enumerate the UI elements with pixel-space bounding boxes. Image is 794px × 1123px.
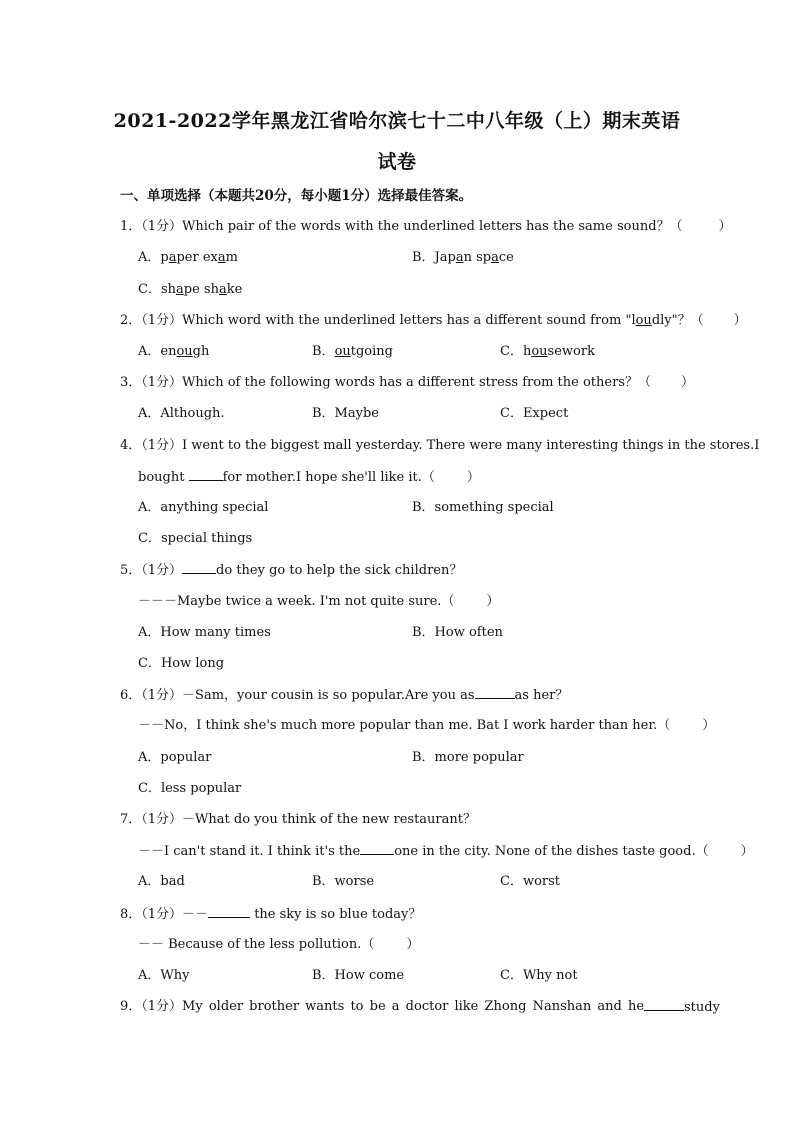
question-3-option-a[interactable]: A．Although.: [138, 406, 225, 421]
answer-blank[interactable]: [644, 998, 684, 1011]
question-2-close-paren: ）: [733, 313, 747, 328]
question-4-text: for mother.I hope she'll like it.（: [222, 470, 435, 485]
question-5-number: 5．（1分）: [120, 563, 183, 578]
question-6-option-b[interactable]: B．more popular: [412, 750, 524, 765]
underlined-letters: a: [218, 282, 227, 297]
underlined-letters: a: [491, 250, 499, 265]
question-6-dialogue: [138, 717, 715, 735]
question-6-text: 6．（1分）－Sam，your cousin is so popular.Are you as: [120, 688, 475, 703]
option-text: tgoing: [350, 344, 393, 359]
question-4-stem-line1: 4．（1分）I went to the biggest mall yesterday. There were many interesting things in the stores.I: [120, 438, 760, 453]
question-6-stem: [120, 686, 568, 705]
option-text: Jap: [434, 250, 456, 265]
option-text: m: [225, 250, 238, 265]
question-3-stem: [120, 374, 694, 392]
option-text: pe sh: [183, 282, 219, 297]
underlined-letters: a: [168, 250, 177, 265]
option-label: A．: [138, 344, 161, 359]
question-4-option-c[interactable]: C．special things: [138, 531, 253, 546]
exam-title-line1: 2021-2022学年黑龙江省哈尔滨七十二中八年级（上）期末英语: [113, 110, 681, 132]
answer-blank[interactable]: [475, 686, 515, 699]
underlined-letters: ou: [635, 313, 652, 328]
question-2-option-a[interactable]: [138, 343, 209, 361]
question-6-option-a[interactable]: A．popular: [138, 750, 212, 765]
option-text: gh: [192, 344, 210, 359]
question-8-reply: －－ Because of the less pollution.（: [138, 937, 375, 952]
question-8-option-a[interactable]: A．Why: [138, 968, 190, 983]
question-8-close-paren: ）: [406, 937, 420, 952]
question-6-reply: －－No，I think she's much more popular than me. Bat I work harder than her.（: [138, 718, 671, 733]
answer-blank[interactable]: [182, 561, 216, 574]
option-text: h: [522, 344, 532, 359]
question-5-option-b[interactable]: B．How often: [412, 625, 503, 640]
option-text: sework: [547, 344, 595, 359]
question-2-stem: [120, 312, 747, 330]
question-5-option-c[interactable]: C．How long: [138, 656, 225, 671]
question-7-option-b[interactable]: B．worse: [312, 874, 375, 889]
question-8-text: the sky is so blue today？: [254, 907, 422, 922]
question-6-text: as her？: [514, 688, 569, 703]
option-text: ke: [226, 282, 243, 297]
question-5-option-a[interactable]: A．How many times: [138, 625, 271, 640]
question-7-text: －－I can't stand it. I think it's the: [138, 844, 361, 859]
question-7-dialogue: [138, 842, 754, 861]
question-2-option-b[interactable]: [312, 343, 393, 361]
question-7-stem: 7．（1分）－What do you think of the new restaurant？: [120, 812, 476, 827]
question-9-text: 9．（1分）My older brother wants to be a doctor like Zhong Nanshan and he: [120, 999, 645, 1014]
option-label: C．: [500, 344, 523, 359]
question-3-option-b[interactable]: B．Maybe: [312, 406, 379, 421]
question-4-stem-line2: [138, 468, 480, 487]
question-5-text: do they go to help the sick children？: [216, 563, 463, 578]
question-7-option-c[interactable]: C．worst: [500, 874, 561, 889]
option-text: sh: [160, 282, 176, 297]
question-7-option-a[interactable]: A．bad: [138, 874, 185, 889]
question-8-dialogue: [138, 936, 419, 954]
option-text: en: [160, 344, 177, 359]
option-text: p: [160, 250, 169, 265]
question-4-option-b[interactable]: B．something special: [412, 500, 554, 515]
question-2-text-end: dly"？（: [651, 313, 704, 328]
question-4-option-a[interactable]: A．anything special: [138, 500, 269, 515]
answer-blank[interactable]: [189, 468, 223, 481]
answer-blank[interactable]: [360, 842, 394, 855]
question-5-reply: －－－Maybe twice a week. I'm not quite sure.（: [138, 594, 455, 609]
question-8-number: 8．（1分）－－: [120, 907, 209, 922]
underlined-letters: a: [176, 282, 184, 297]
question-3-option-c[interactable]: C．Expect: [500, 406, 569, 421]
question-1-stem: [120, 218, 732, 236]
question-2-option-c[interactable]: [500, 343, 595, 361]
question-9-stem: [120, 998, 720, 1017]
underlined-letters: a: [217, 250, 226, 265]
question-1-option-a[interactable]: [138, 249, 238, 267]
question-1-text: 1．（1分）Which pair of the words with the underlined letters has the same sound？（: [120, 219, 683, 234]
option-text: n sp: [463, 250, 492, 265]
option-label: A．: [138, 250, 161, 265]
underlined-letters: ou: [334, 344, 351, 359]
question-4-close-paren: ）: [466, 470, 480, 485]
question-3-text: 3．（1分）Which of the following words has a different stress from the others？（: [120, 375, 651, 390]
question-8-option-c[interactable]: C．Why not: [500, 968, 578, 983]
underlined-letters: a: [455, 250, 464, 265]
question-8-option-b[interactable]: B．How come: [312, 968, 405, 983]
question-5-close-paren: ）: [486, 594, 500, 609]
question-6-option-c[interactable]: C．less popular: [138, 781, 242, 796]
question-8-stem: [120, 905, 421, 924]
question-9-text-end: study: [684, 1000, 720, 1015]
question-1-close-paren: ）: [718, 219, 732, 234]
question-6-close-paren: ）: [702, 718, 716, 733]
option-text: per ex: [176, 250, 218, 265]
question-1-option-c[interactable]: [138, 281, 242, 299]
question-4-text: bought: [138, 470, 185, 485]
underlined-letters: ou: [176, 344, 193, 359]
question-3-close-paren: ）: [680, 375, 694, 390]
option-label: B．: [312, 344, 335, 359]
section-heading: 一、单项选择（本题共20分，每小题1分）选择最佳答案。: [120, 188, 473, 204]
question-7-close-paren: ）: [740, 844, 754, 859]
answer-blank[interactable]: [208, 905, 250, 918]
option-text: ce: [498, 250, 514, 265]
question-5-stem: [120, 561, 462, 580]
question-2-text: 2．（1分）Which word with the underlined letters has a different sound from "l: [120, 313, 636, 328]
exam-title-line2: 试卷: [377, 151, 417, 173]
option-label: C．: [138, 282, 161, 297]
question-7-text: one in the city. None of the dishes taste good.（: [394, 844, 709, 859]
option-label: B．: [412, 250, 435, 265]
underlined-letters: ou: [531, 344, 548, 359]
question-5-dialogue: [138, 593, 499, 611]
question-1-option-b[interactable]: [412, 249, 514, 267]
